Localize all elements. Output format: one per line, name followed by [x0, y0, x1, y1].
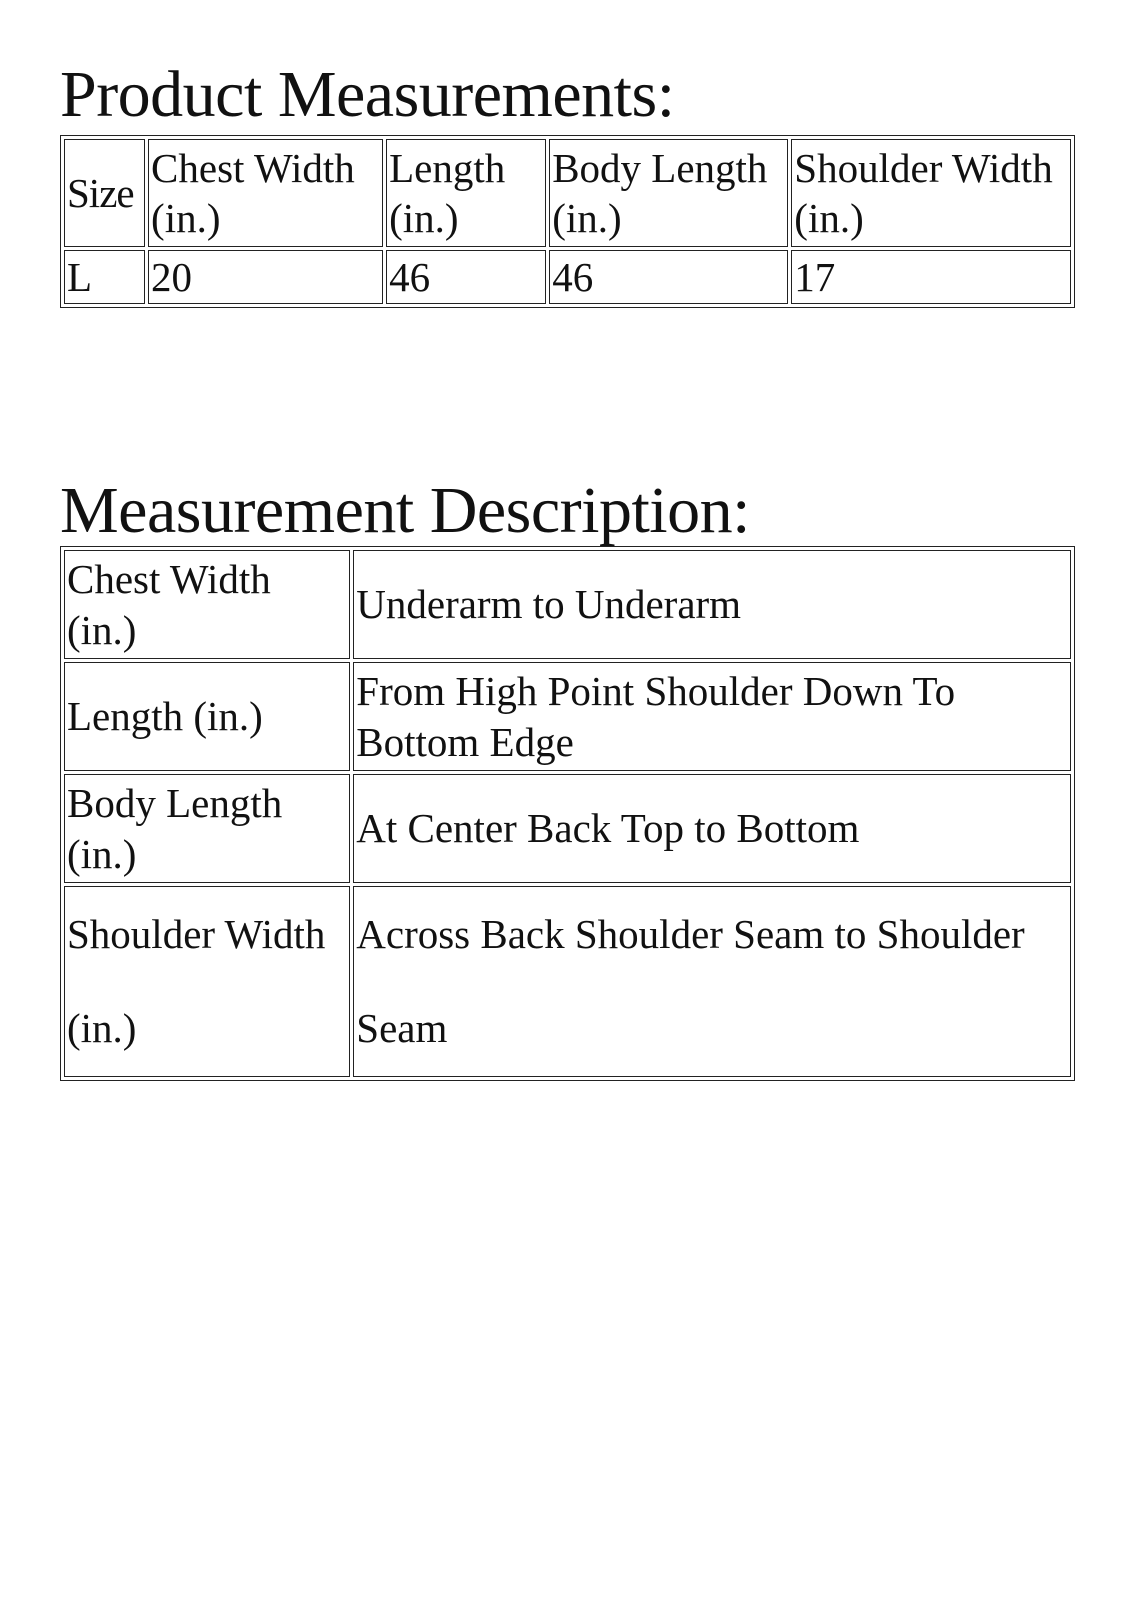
product-measurements-title: Product Measurements: — [60, 58, 675, 131]
table-row — [64, 886, 1071, 1077]
header-body-length: Body Length (in.) — [549, 139, 788, 247]
table-header-row — [64, 139, 1071, 247]
term-shoulder-width: Shoulder Width (in.) — [64, 886, 350, 1077]
term-chest-width: Chest Width (in.) — [64, 550, 350, 659]
desc-body-length: At Center Back Top to Bottom — [353, 774, 1071, 883]
cell-chest-width: 20 — [148, 250, 383, 304]
header-size: Size — [64, 139, 145, 247]
table-row — [64, 662, 1071, 771]
table-row — [64, 250, 1071, 304]
cell-length: 46 — [386, 250, 546, 304]
table-row — [64, 774, 1071, 883]
term-body-length: Body Length (in.) — [64, 774, 350, 883]
measurement-description-title: Measurement Description: — [60, 474, 750, 547]
cell-shoulder-width: 17 — [791, 250, 1071, 304]
desc-chest-width: Underarm to Underarm — [353, 550, 1071, 659]
table-row — [64, 550, 1071, 659]
cell-size: L — [64, 250, 145, 304]
description-table — [60, 546, 1075, 1081]
header-shoulder-width: Shoulder Width (in.) — [791, 139, 1071, 247]
header-chest-width: Chest Width (in.) — [148, 139, 383, 247]
measurements-table — [60, 135, 1075, 308]
cell-body-length: 46 — [549, 250, 788, 304]
header-length: Length (in.) — [386, 139, 546, 247]
term-length: Length (in.) — [64, 662, 350, 771]
desc-shoulder-width: Across Back Shoulder Seam to Shoulder Seam — [353, 886, 1071, 1077]
desc-length: From High Point Shoulder Down To Bottom Edge — [353, 662, 1071, 771]
